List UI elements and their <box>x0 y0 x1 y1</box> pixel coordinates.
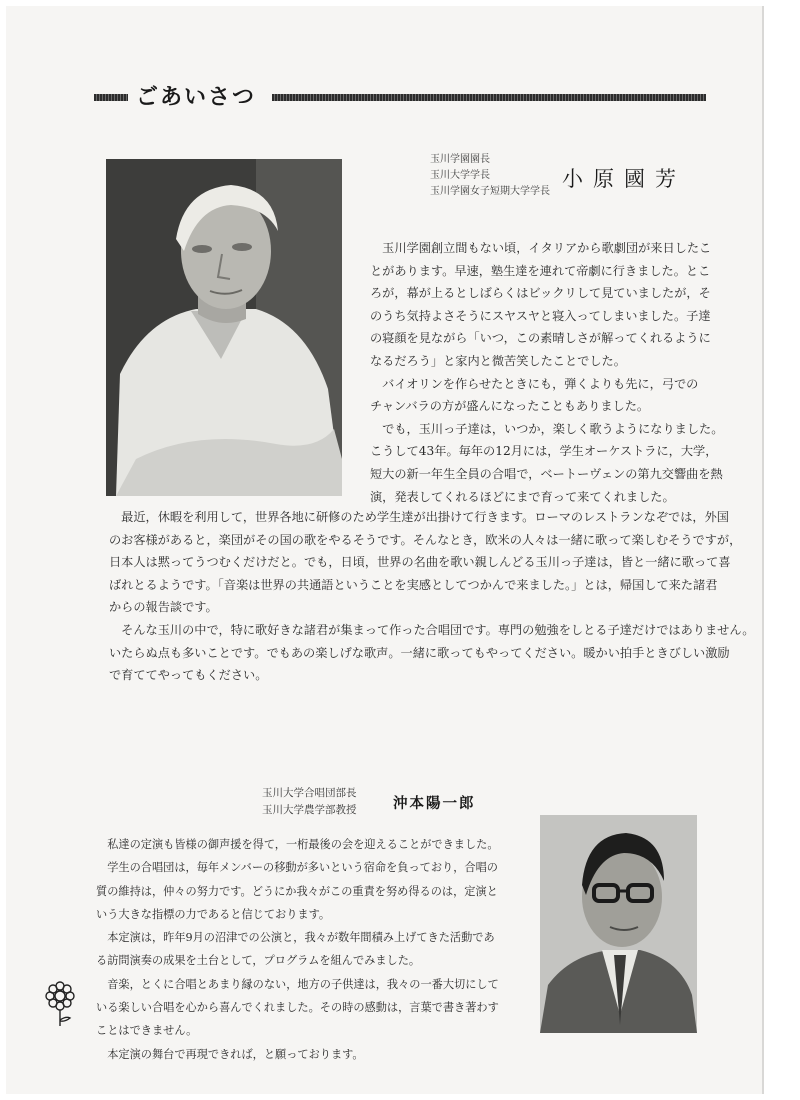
portrait-photo-okimoto <box>540 815 697 1033</box>
heading-rule-right <box>272 94 706 101</box>
obara-titles <box>430 152 550 200</box>
greeting-paragraph-2: 最近，休暇を利用して，世界各地に研修のため学生達が出掛けて行きます。ローマのレストランなぞでは，外国 のお客様があると，楽団がその国の歌をやるそうです。そんなとき，欧米の人々は一緒に歌って楽しむそうですが， 日本人は黙ってうつむくだけだと。でも，日頃，世界の名曲を歌い親しんどる玉川っ子達は，皆と一緒に歌って喜 ばれとるようです。「音楽は世界の共通語ということを実感としてつかんで来ました。」とは，帰国して来た諸君 からの報告談です。 そんな玉川の中で，特に歌好きな諸君が集まって作った合唱団です。専門の勉強をしとる子達だけではありません。 いたらぬ点も多いことです。でもあの楽しげな歌声。一緒に歌ってもやってください。暖かい拍手ときびしい激励 で育ててやってもください。 <box>109 510 755 683</box>
heading-title: ごあいさつ <box>136 84 257 110</box>
obara-title-line: 玉川学園女子短期大学学長 <box>430 186 550 197</box>
flower-ornament-icon <box>44 980 76 1030</box>
obara-title-line: 玉川大学学長 <box>430 170 490 181</box>
okimoto-paragraph: 私達の定演も皆様の御声援を得て，一桁最後の会を迎えることができました。 学生の合唱団は，毎年メンバーの移動が多いという宿命を負っており，合唱の 質の維持は，仲々の努力です。どうにか我々がこの重責を努め得るのは，定演と いう大きな指標の力であると信じております。 本定演は，昨年9月の沼津での公演と，我々が数年間積み上げてきた活動であ る訪問演奏の成果を土台として，プログラムを組んでみました。 音楽，とくに合唱とあまり縁のない，地方の子供達は，我々の一番大切にして いる楽しい合唱を心から喜んでくれました。その時の感動は，言葉で書き著わす ことはできません。 本定演の舞台で再現できれば，と願っております。 <box>96 838 499 1061</box>
obara-title-line: 玉川学園園長 <box>430 154 490 165</box>
obara-name: 小原國芳 <box>562 167 686 191</box>
portrait-photo-obara <box>106 159 342 496</box>
section-heading <box>94 86 706 110</box>
okimoto-title-line: 玉川大学合唱団部長 <box>262 787 357 799</box>
heading-rule-left <box>94 94 128 101</box>
okimoto-title-line: 玉川大学農学部教授 <box>262 804 357 816</box>
greeting-paragraph-1: 玉川学園創立間もない頃，イタリアから歌劇団が来日したこ とがあります。早速，塾生達を連れて帝劇に行きました。とこ ろが，幕が上るとしばらくはビックリして見ていましたが，そ のうち気持よさそうにスヤスヤと寝入ってしまいました。子達 の寝顔を見ながら「いつ，この素晴しさが解ってくれるように なるだろう」と家内と微苦笑したことでした。 バイオリンを作らせたときにも，弾くよりも先に，弓での チャンバラの方が盛んになったこともありました。 でも，玉川っ子達は，いつか，楽しく歌うようになりました。 こうして43年。毎年の12月には，学生オーケストラに，大学， 短大の新一年生全員の合唱で，ベートーヴェンの第九交響曲を熱 演，発表してくれるほどにまで育って来てくれました。 <box>370 241 724 504</box>
okimoto-titles <box>262 785 357 819</box>
okimoto-name: 沖本陽一郎 <box>393 795 476 812</box>
